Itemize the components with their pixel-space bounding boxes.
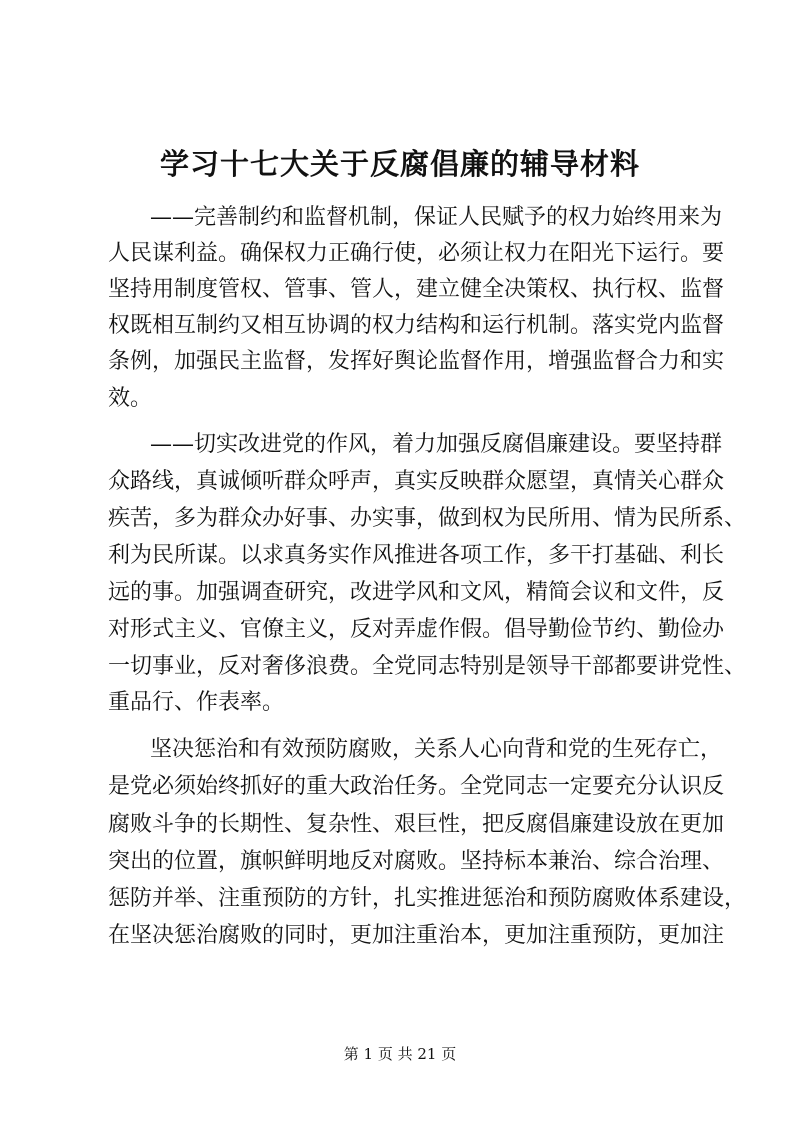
text-line: 腐败斗争的长期性、复杂性、艰巨性，把反腐倡廉建设放在更加 — [108, 812, 725, 837]
text-line: 坚持用制度管权、管事、管人，建立健全决策权、执行权、监督 — [108, 277, 725, 302]
text-line: 突出的位置，旗帜鲜明地反对腐败。坚持标本兼治、综合治理、 — [108, 849, 725, 874]
text-line: 疾苦，多为群众办好事、办实事，做到权为民所用、情为民所系、 — [108, 506, 747, 531]
text-line: 效。 — [108, 386, 153, 411]
text-line: 权既相互制约又相互协调的权力结构和运行机制。落实党内监督 — [108, 313, 725, 338]
text-line: 在坚决惩治腐败的同时，更加注重治本，更加注重预防，更加注 — [108, 923, 725, 948]
text-line: 人民谋利益。确保权力正确行使，必须让权力在阳光下运行。要 — [108, 241, 725, 266]
text-line: ——切实改进党的作风，着力加强反腐倡廉建设。要坚持群 — [150, 432, 723, 457]
text-line: ——完善制约和监督机制，保证人民赋予的权力始终用来为 — [150, 205, 723, 230]
text-line: 重品行、作表率。 — [108, 690, 285, 715]
text-line: 坚决惩治和有效预防腐败，关系人心向背和党的生死存亡， — [150, 737, 723, 762]
text-line: 惩防并举、注重预防的方针，扎实推进惩治和预防腐败体系建设， — [108, 886, 747, 911]
text-line: 对形式主义、官僚主义，反对弄虚作假。倡导勤俭节约、勤俭办 — [108, 617, 725, 642]
text-line: 是党必须始终抓好的重大政治任务。全党同志一定要充分认识反 — [108, 774, 725, 799]
text-line: 一切事业，反对奢侈浪费。全党同志特别是领导干部都要讲党性、 — [108, 654, 747, 679]
text-line: 众路线，真诚倾听群众呼声，真实反映群众愿望，真情关心群众 — [108, 469, 725, 494]
text-line: 利为民所谋。以求真务实作风推进各项工作，多干打基础、利长 — [108, 543, 725, 568]
text-line: 远的事。加强调查研究，改进学风和文风，精简会议和文件，反 — [108, 580, 725, 605]
text-line: 条例，加强民主监督，发挥好舆论监督作用，增强监督合力和实 — [108, 349, 725, 374]
page-number-footer: 第 1 页 共 21 页 — [343, 1045, 457, 1063]
document-title: 学习十七大关于反腐倡廉的辅导材料 — [159, 147, 640, 181]
